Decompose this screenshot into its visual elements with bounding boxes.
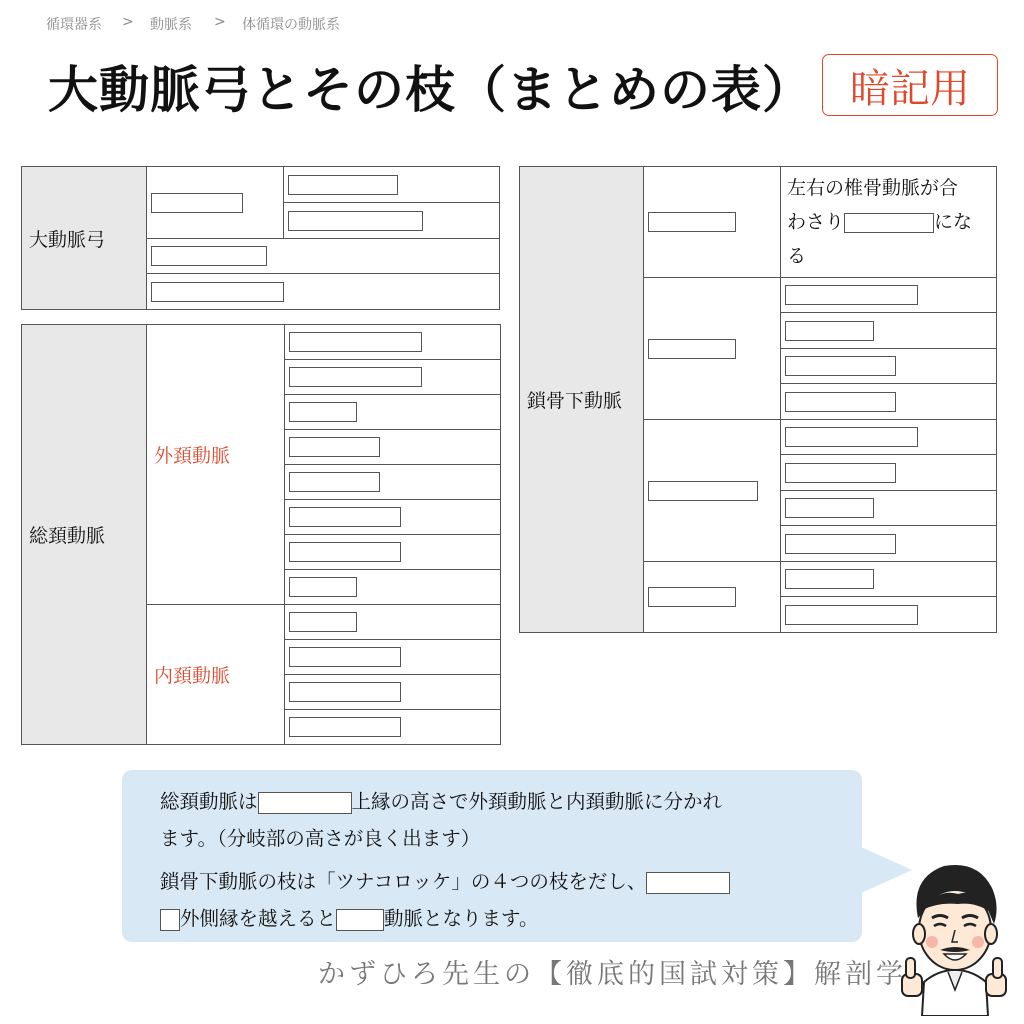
answer-blank[interactable] (785, 463, 896, 483)
answer-blank[interactable] (289, 542, 401, 562)
answer-blank[interactable] (151, 282, 284, 302)
answer-blank[interactable] (648, 339, 736, 359)
answer-blank[interactable] (289, 612, 357, 632)
answer-blank[interactable] (289, 367, 422, 387)
vertebral-note-text: わさり (787, 211, 845, 233)
external-carotid-label: 外頚動脈 (147, 325, 285, 605)
answer-blank[interactable] (648, 587, 736, 607)
teacher-illustration (898, 858, 1010, 1016)
answer-blank[interactable] (648, 481, 758, 501)
vertebral-note-text: にな (934, 211, 973, 233)
aortic-arch-table (21, 166, 500, 310)
answer-blank[interactable] (288, 211, 423, 231)
answer-blank[interactable] (785, 569, 874, 589)
vertebral-note (781, 167, 997, 278)
internal-carotid-label: 内頚動脈 (147, 605, 285, 745)
breadcrumb-item[interactable]: 体循環の動脈系 (242, 17, 340, 33)
breadcrumb-item[interactable]: 循環器系 (46, 17, 102, 33)
common-carotid-table (21, 324, 501, 745)
bubble-line: ます。（分岐部の高さが良く出ます） (160, 827, 481, 850)
vertebral-note-text: 左右の椎骨動脈が合 (787, 177, 959, 199)
common-carotid-header: 総頚動脈 (22, 325, 147, 745)
answer-blank[interactable] (289, 402, 357, 422)
answer-blank[interactable] (648, 212, 736, 232)
answer-blank[interactable] (785, 427, 918, 447)
answer-blank[interactable] (289, 332, 422, 352)
bubble-text: 動脈となります。 (384, 907, 539, 930)
footer-credit: かずひろ先生の【徹底的国試対策】解剖学 (318, 959, 907, 990)
bubble-text: 上縁の高さで外頚動脈と内頚動脈に分かれ (351, 790, 723, 813)
subclavian-header: 鎖骨下動脈 (520, 167, 644, 633)
answer-blank[interactable] (289, 507, 401, 527)
bubble-line (160, 863, 730, 900)
answer-blank[interactable] (289, 577, 357, 597)
answer-blank[interactable] (785, 356, 896, 376)
breadcrumb-separator: > (122, 14, 134, 30)
page-title: 大動脈弓とその枝（まとめの表） (48, 61, 813, 119)
bubble-text: 鎖骨下動脈の枝は「ツナコロッケ」の４つの枝をだし、 (160, 870, 647, 893)
answer-blank[interactable] (785, 392, 896, 412)
answer-blank[interactable] (785, 605, 918, 625)
bubble-text: 外側縁を越えると (180, 907, 337, 930)
answer-blank[interactable] (785, 498, 874, 518)
bubble-line (160, 783, 722, 820)
bubble-line (160, 900, 538, 937)
breadcrumb-separator: > (214, 14, 226, 30)
answer-blank[interactable] (646, 872, 730, 894)
answer-blank[interactable] (844, 213, 934, 233)
vertebral-note-text: る (787, 245, 807, 267)
memorization-badge: 暗記用 (822, 54, 998, 116)
answer-blank[interactable] (785, 285, 918, 305)
breadcrumb-item[interactable]: 動脈系 (150, 17, 192, 33)
answer-blank[interactable] (336, 909, 384, 931)
answer-blank[interactable] (160, 909, 180, 931)
answer-blank[interactable] (785, 534, 896, 554)
bubble-text: 総頚動脈は (160, 790, 258, 813)
answer-blank[interactable] (288, 175, 398, 195)
answer-blank[interactable] (289, 682, 401, 702)
answer-blank[interactable] (151, 246, 267, 266)
answer-blank[interactable] (151, 193, 243, 213)
aortic-arch-header: 大動脈弓 (22, 167, 147, 310)
answer-blank[interactable] (289, 647, 401, 667)
breadcrumb (46, 14, 102, 34)
answer-blank[interactable] (258, 792, 352, 814)
answer-blank[interactable] (289, 717, 401, 737)
subclavian-table (519, 166, 997, 633)
answer-blank[interactable] (289, 437, 380, 457)
answer-blank[interactable] (785, 321, 874, 341)
answer-blank[interactable] (289, 472, 380, 492)
